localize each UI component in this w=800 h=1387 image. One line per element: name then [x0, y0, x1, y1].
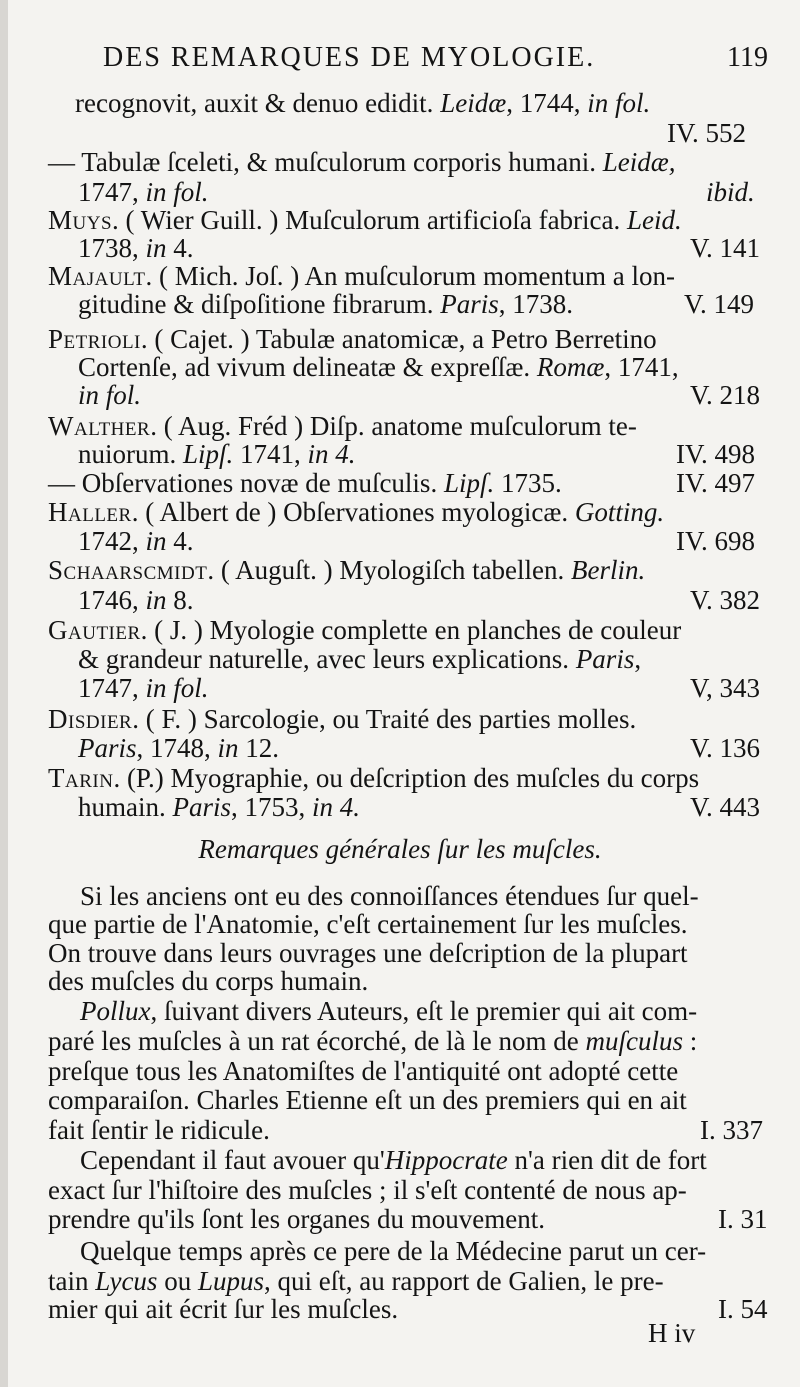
running-header [103, 42, 768, 74]
bib-line: Cortenſe, ad vivum delineatæ & expreſſæ. Romæ, 1741, [78, 352, 679, 382]
bib-line: Haller. ( Albert de ) Obſervationes myologicæ. Gotting. [48, 497, 665, 527]
text-line: Si les anciens ont eu des connoiſſances étendues ſur quel- [80, 881, 699, 911]
bib-line: 1747, in fol. [78, 177, 209, 207]
text-line: paré les muſcles à un rat écorché, de là le nom de muſculus : [48, 1026, 698, 1056]
bib-line: recognovit, auxit & denuo edidit. Leidæ, 1744, in fol. [75, 88, 651, 118]
text-line: tain Lycus ou Lupus, qui eſt, au rapport de Galien, le pre- [48, 1266, 664, 1296]
bib-ref: ibid. [706, 177, 755, 207]
bib-line: Majault. ( Mich. Joſ. ) An muſculorum momentum a lon- [48, 261, 675, 291]
signature-mark: H iv [648, 1318, 696, 1348]
bib-line: 1747, in fol. [78, 673, 209, 703]
bib-ref: IV. 498 [676, 439, 756, 469]
bib-line: Petrioli. ( Cajet. ) Tabulæ anatomicæ, a Petro Berretino [48, 324, 657, 354]
bib-ref: IV. 698 [676, 526, 756, 556]
bib-ref: V. 141 [690, 233, 761, 263]
page-edge [0, 0, 8, 1387]
text-ref: I. 31 [718, 1204, 768, 1234]
bib-line: 1738, in 4. [78, 233, 194, 263]
text-line: On trouve dans leurs ouvrages une deſcription de la plupart [48, 938, 688, 968]
bib-ref: V. 136 [690, 733, 761, 763]
bib-ref: V. 218 [690, 380, 761, 410]
bib-ref: IV. 552 [667, 118, 747, 148]
text-ref: I. 337 [700, 1115, 763, 1145]
bib-ref: V, 343 [690, 673, 761, 703]
page-number: 119 [727, 42, 768, 73]
bib-line: Disdier. ( F. ) Sarcologie, ou Traité des parties molles. [48, 704, 637, 734]
bib-ref: V. 149 [684, 289, 755, 319]
section-heading: Remarques générales ſur les muſcles. [198, 834, 602, 864]
bib-line: humain. Paris, 1753, in 4. [78, 792, 361, 822]
bib-line: Gautier. ( J. ) Myologie complette en planches de couleur [48, 615, 682, 645]
text-ref: I. 54 [718, 1294, 768, 1324]
bib-line: Paris, 1748, in 12. [78, 733, 280, 763]
text-line: preſque tous les Anatomiſtes de l'antiquité ont adopté cette [48, 1056, 679, 1086]
bib-line: in fol. [78, 380, 142, 410]
text-line: Cependant il faut avouer qu'Hippocrate n'a rien dit de fort [80, 1145, 707, 1175]
text-line: que partie de l'Anatomie, c'eſt certainement ſur les muſcles. [48, 909, 688, 939]
text-line: Pollux, ſuivant divers Auteurs, eſt le premier qui ait com- [80, 996, 698, 1026]
text-line: mier qui ait écrit ſur les muſcles. [48, 1294, 399, 1324]
bib-ref: V. 443 [690, 792, 761, 822]
text-line: fait ſentir le ridicule. [48, 1115, 270, 1145]
bib-line: Walther. ( Aug. Fréd ) Diſp. anatome muſculorum te- [48, 411, 637, 441]
bib-line: 1746, in 8. [78, 585, 194, 615]
text-line: exact ſur l'hiſtoire des muſcles ; il s'eſt contenté de nous ap- [48, 1175, 687, 1205]
bib-line: — Tabulæ ſceleti, & muſculorum corporis humani. Leidæ, [48, 147, 676, 177]
bib-line: Tarin. (P.) Myographie, ou deſcription des muſcles du corps [48, 763, 700, 793]
text-line: des muſcles du corps humain. [48, 966, 369, 996]
text-line: prendre qu'ils ſont les organes du mouvement. [48, 1204, 546, 1234]
bib-line: nuiorum. Lipſ. 1741, in 4. [78, 439, 356, 469]
bib-line: — Obſervationes novæ de muſculis. Lipſ. 1735. [48, 468, 562, 498]
running-title: DES REMARQUES DE MYOLOGIE. [103, 42, 596, 73]
bib-ref: IV. 497 [676, 468, 756, 498]
bib-line: Muys. ( Wier Guill. ) Muſculorum artificioſa fabrica. Leid. [48, 205, 682, 235]
bib-ref: V. 382 [690, 585, 761, 615]
text-line: comparaiſon. Charles Etienne eſt un des premiers qui en ait [48, 1085, 687, 1115]
bib-line: gitudine & diſpoſitione fibrarum. Paris, 1738. [78, 289, 573, 319]
bib-line: & grandeur naturelle, avec leurs explications. Paris, [78, 644, 642, 674]
bib-line: 1742, in 4. [78, 526, 194, 556]
bib-line: Schaarscmidt. ( Auguſt. ) Myologiſch tabellen. Berlin. [48, 555, 646, 585]
text-line: Quelque temps après ce pere de la Médecine parut un cer- [80, 1236, 707, 1266]
